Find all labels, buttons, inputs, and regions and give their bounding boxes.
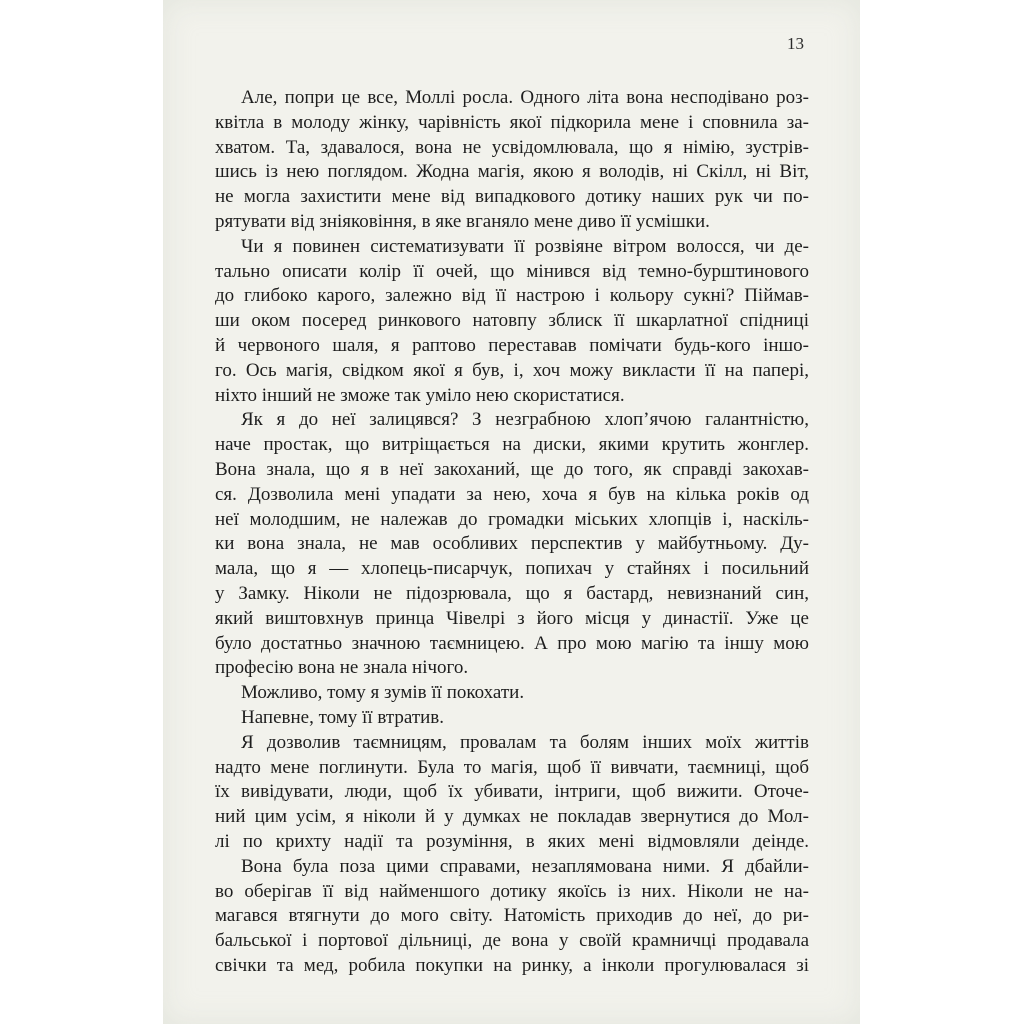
text-line: неї молодшим, не належав до громадки міських хлопців і, наскіль-: [215, 508, 809, 530]
text-line: шись із нею поглядом. Жодна магія, якою я володів, ні Скілл, ні Віт,: [215, 161, 809, 183]
text-line: професію вона не знала нічого.: [215, 657, 469, 679]
text-line: Напевне, тому її втратив.: [241, 706, 445, 728]
text-line: їх вивідувати, люди, щоб їх убивати, інтриги, щоб вижити. Оточе-: [215, 781, 809, 803]
body-text: [215, 86, 809, 979]
text-line: ніхто інший не зможе так уміло нею скористатися.: [215, 384, 625, 406]
text-line: магався втягнути до мого світу. Натомість приходив до неї, до ри-: [215, 905, 809, 927]
text-line: хватом. Та, здавалося, вона не усвідомлювала, що я німію, зустрів-: [215, 136, 809, 158]
text-line: рятувати від зніяковіння, в яке вганяло мене диво її усмішки.: [215, 210, 710, 232]
text-line: Вона знала, що я в неї закоханий, ще до того, як справді закохав-: [215, 458, 809, 480]
page-number: 13: [787, 34, 804, 53]
text-line: ся. Дозволила мені упадати за нею, хоча я був на кілька років од: [215, 483, 809, 505]
text-line: ний цим усім, я ніколи й у думках не покладав звернутися до Мол-: [215, 806, 809, 828]
text-line: не могла захистити мене від випадкового дотику наших рук чи по-: [215, 186, 809, 208]
text-line: лі по крихту надії та розуміння, в яких мені відмовляли деінде.: [215, 830, 809, 852]
text-line: квітла в молоду жінку, чарівність якої підкорила мене і сповнила за-: [215, 111, 809, 133]
text-line: у Замку. Ніколи не підозрювала, що я бастард, невизнаний син,: [215, 582, 809, 604]
text-line: Чи я повинен систематизувати її розвіяне вітром волосся, чи де-: [241, 235, 809, 257]
text-line: Вона була поза цими справами, незаплямована ними. Я дбайли-: [241, 855, 809, 877]
text-line: й червоного шаля, я раптово переставав помічати будь-кого іншо-: [215, 334, 809, 356]
text-line: го. Ось магія, свідком якої я був, і, хоч можу викласти її на папері,: [215, 359, 809, 381]
text-line: Я дозволив таємницям, провалам та болям інших моїх життів: [241, 731, 809, 753]
text-line: бальської і портової дільниці, де вона у своїй крамничці продавала: [215, 930, 809, 952]
text-line: свічки та мед, робила покупки на ринку, а інколи прогулювалася зі: [215, 954, 809, 976]
text-line: до глибоко карого, залежно від її настрою і кольору сукні? Піймав-: [215, 285, 809, 307]
text-line: ки вона знала, не мав особливих перспектив у майбутньому. Ду-: [215, 533, 809, 555]
text-line: мала, що я — хлопець-писарчук, попихач у стайнях і посильний: [215, 558, 809, 580]
text-line: наче простак, що витріщається на диски, якими крутить жонглер.: [215, 434, 809, 456]
text-line: Як я до неї залицявся? З незграбною хлоп’ячою галантністю,: [241, 409, 809, 431]
text-line: ши оком посеред ринкового натовпу зблиск її шкарлатної спідниці: [215, 310, 809, 332]
text-line: який виштовхнув принца Чівелрі з його місця у династії. Уже це: [215, 607, 809, 629]
text-line: Можливо, тому я зумів її покохати.: [241, 682, 525, 704]
text-line: було достатньо значною таємницею. А про мою магію та іншу мою: [215, 632, 809, 654]
text-line: тально описати колір її очей, що мінився від темно-бурштинового: [215, 260, 809, 282]
text-line: надто мене поглинути. Була то магія, щоб її вивчати, таємниці, щоб: [215, 756, 809, 778]
text-line: Але, попри це все, Моллі росла. Одного літа вона несподівано роз-: [241, 87, 809, 108]
text-line: во оберігав її від найменшого дотику якоїсь із них. Ніколи не на-: [215, 880, 809, 902]
